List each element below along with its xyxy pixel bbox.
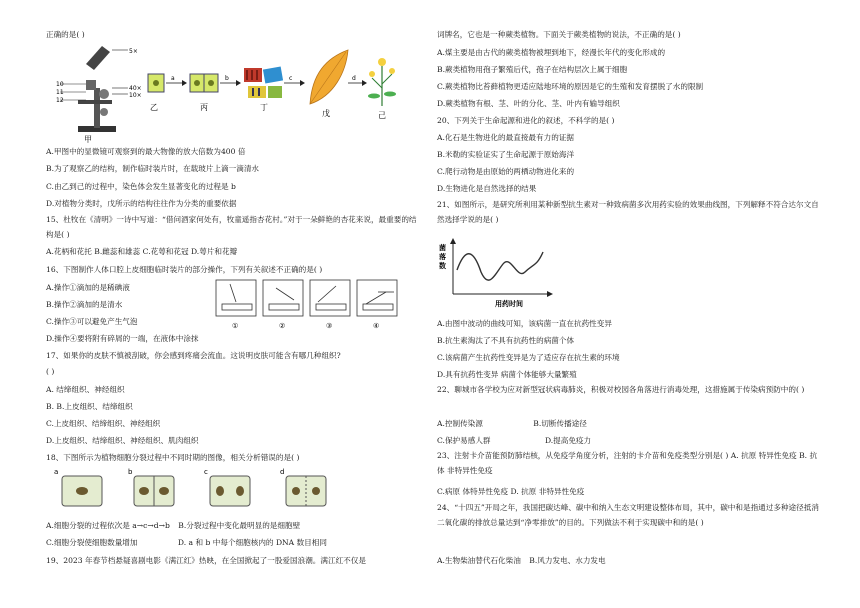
cell-label: b <box>128 468 133 476</box>
q24-stem: 24、“十四五”开局之年，我国把碳达峰、碳中和纳入生态文明建设整体布局，其中，碳中和是指通过多种途径抵消二氧化碳的排放总量达到“净零排放”的目的。下列做法不利于实现碳中和的是( ) <box>437 503 819 527</box>
q21-chart <box>439 236 559 310</box>
arrow-marker: b <box>225 75 229 82</box>
q19-option-b: B.蕨类植物用孢子繁殖后代，孢子在结构层次上属于细胞 <box>437 65 628 74</box>
figure-label: 己 <box>378 111 386 120</box>
q18-option-d: D. a 和 b 中每个细胞核内的 DNA 数目相同 <box>177 538 327 547</box>
q17-paren: ( ) <box>46 367 55 376</box>
q20-option-c: C.爬行动物是由原始的两栖动物进化来的 <box>437 167 575 176</box>
q22-option-c: C.保护易感人群 <box>437 436 491 445</box>
q18-option-b: B.分裂过程中变化最明显的是细胞壁 <box>178 521 301 530</box>
q17-option-b: B. B.上皮组织、结缔组织 <box>46 402 133 411</box>
step-number: ④ <box>373 322 380 330</box>
q19-option-d: D.蕨类植物有根、茎、叶的分化、茎、叶内有输导组织 <box>437 99 620 108</box>
q21-option-d: D.具有抗药性变异 病菌个体能够大量繁殖 <box>437 370 577 379</box>
q15-stem: 15、杜牧在《清明》一诗中写道：“借问酒家何处有，牧童遥指杏花村。”对于一朵鲜艳的杏花来说，最重要的结构是( ) <box>46 215 417 239</box>
arrow-marker: d <box>352 75 356 82</box>
q17-stem: 17、如果你的皮肤不慎被刮破，你会感到疼痛会流血。这说明皮肤可能含有哪几种组织? <box>46 351 341 360</box>
part-number: 10 <box>56 81 64 88</box>
q14-figure <box>56 44 396 144</box>
q24-options-ab <box>437 556 819 566</box>
step-number: ② <box>279 322 286 330</box>
q22-options-cd <box>437 436 819 446</box>
q19-stem-cont: 词牌名，它也是一种蕨类植物。下面关于蕨类植物的说法，不正确的是( ) <box>437 30 681 39</box>
q18-options-ab <box>46 521 424 531</box>
q17-option-d: D.上皮组织、结缔组织、神经组织、肌肉组织 <box>46 436 199 445</box>
cell-label: c <box>204 468 208 476</box>
q22-options-ab <box>437 419 819 429</box>
q20-option-b: B.米勒的实验证实了生命起源于原始海洋 <box>437 150 575 159</box>
q18-figure <box>48 468 338 516</box>
q23-stem: 23、注射卡介苗能预防肺结核，从免疫学角度分析，注射的卡介苗和免疫类型分别是( ) A. 抗原 特异性免疫 B. 抗体 非特异性免疫 <box>437 451 818 475</box>
magnification-label: 5× <box>129 48 138 55</box>
q16-stem: 16、下图制作人体口腔上皮细胞临时装片的部分操作，下列有关叙述不正确的是( ) <box>46 265 323 274</box>
q24-option-b: B.风力发电、水力发电 <box>529 556 606 565</box>
q16-option-a: A.操作①滴加的是稀碘液 <box>46 283 130 292</box>
magnification-label: 40× <box>129 85 142 92</box>
q18-option-a: A.细胞分裂的过程依次是 a→c→d→b <box>46 521 170 530</box>
q21-option-a: A.由图中波动的曲线可知，该病菌一直在抗药性变异 <box>437 319 612 328</box>
q18-stem: 18、下图所示为植物细胞分裂过程中不同时期的图像，相关分析错误的是( ) <box>46 453 300 462</box>
cell-label: a <box>54 468 59 476</box>
q21-option-b: B.抗生素淘汰了不具有抗药性的病菌个体 <box>437 336 575 345</box>
figure-label: 丁 <box>260 103 268 112</box>
q16-option-c: C.操作③可以避免产生气泡 <box>46 317 138 326</box>
q16-option-b: B.操作②滴加的是清水 <box>46 300 123 309</box>
magnification-label: 10× <box>129 92 142 99</box>
q16-option-d: D.操作④要将附有碎屑的一端，在液体中涂抹 <box>46 334 199 343</box>
q20-option-d: D.生物进化是自然选择的结果 <box>437 184 537 193</box>
q22-option-a: A.控制传染源 <box>437 419 483 428</box>
q14-option-b: B.为了观察乙的结构，制作临时装片时，在载玻片上滴一滴清水 <box>46 164 260 173</box>
q22-stem: 22、聊城市各学校为应对新型冠状病毒肺炎，积极对校园各角落进行消毒处理，这措施属于传染病预防中的( ) <box>437 385 805 394</box>
q19-stem-start: 19、2023 年春节档悬疑喜剧电影《满江红》热映，在全国掀起了一股爱国浪潮。满江红不仅是 <box>46 556 366 565</box>
figure-label: 甲 <box>84 135 92 144</box>
q14-option-a: A.甲图中的显微镜可观察到的最大物像的放大倍数为400 倍 <box>46 147 246 156</box>
q23-options-cd: C.病原 体特异性免疫 D. 抗原 非特异性免疫 <box>437 487 585 496</box>
cell-label: d <box>280 468 285 476</box>
chart-y-label: 数 <box>439 261 446 270</box>
bacteria-curve <box>457 252 543 280</box>
q15-options: A.花柄和花托 B.雌蕊和雄蕊 C.花萼和花冠 D.萼片和花瓣 <box>46 247 238 256</box>
q14-stem-end: 正确的是( ) <box>46 30 85 39</box>
part-number: 12 <box>56 97 64 104</box>
q19-option-c: C.蕨类植物比苔藓植物更适应陆地环境的原因是它的生殖和发育摆脱了水的限制 <box>437 82 704 91</box>
chart-y-label: 菌 <box>439 243 446 252</box>
figure-label: 乙 <box>150 103 158 112</box>
microscope-icon <box>60 46 128 132</box>
q22-option-b: B.切断传播途径 <box>533 419 587 428</box>
chart-x-label: 用药时间 <box>495 299 523 308</box>
q20-stem: 20、下列关于生命起源和进化的叙述，不科学的是( ) <box>437 116 615 125</box>
step-number: ① <box>232 322 239 330</box>
arrow-marker: a <box>171 75 175 82</box>
q17-option-c: C.上皮组织、结缔组织、神经组织 <box>46 419 161 428</box>
q21-stem: 21、如图所示，是研究所利用某种新型抗生素对一种致病菌多次用药实验的效果曲线图，下列解释不符合达尔文自然选择学说的是( ) <box>437 200 819 224</box>
chart-y-label: 落 <box>439 252 446 261</box>
q20-option-a: A.化石是生物进化的最直接最有力的证据 <box>437 133 574 142</box>
q22-option-d: D.提高免疫力 <box>544 436 592 445</box>
q19-option-a: A.煤主要是由古代的蕨类植物被埋到地下，经漫长年代的变化形成的 <box>437 48 666 57</box>
figure-label: 丙 <box>200 103 208 112</box>
q18-option-c: C.细胞分裂使细胞数量增加 <box>46 538 138 547</box>
q16-figure <box>214 278 404 334</box>
q14-option-d: D.对植物分类时，戊所示的结构往往作为分类的重要依据 <box>46 199 237 208</box>
part-number: 11 <box>56 89 64 96</box>
q21-option-c: C.该病菌产生抗药性变异是为了适应存在抗生素的环境 <box>437 353 620 362</box>
q24-option-a: A.生物柴油替代石化柴油 <box>437 556 521 565</box>
figure-label: 戊 <box>322 109 330 118</box>
step-number: ③ <box>326 322 333 330</box>
q17-option-a: A. 结缔组织、神经组织 <box>46 385 125 394</box>
q18-options-cd <box>46 538 424 548</box>
arrow-marker: c <box>289 75 293 82</box>
q14-option-c: C.由乙到己的过程中，染色体会发生显著变化的过程是 b <box>46 182 236 191</box>
